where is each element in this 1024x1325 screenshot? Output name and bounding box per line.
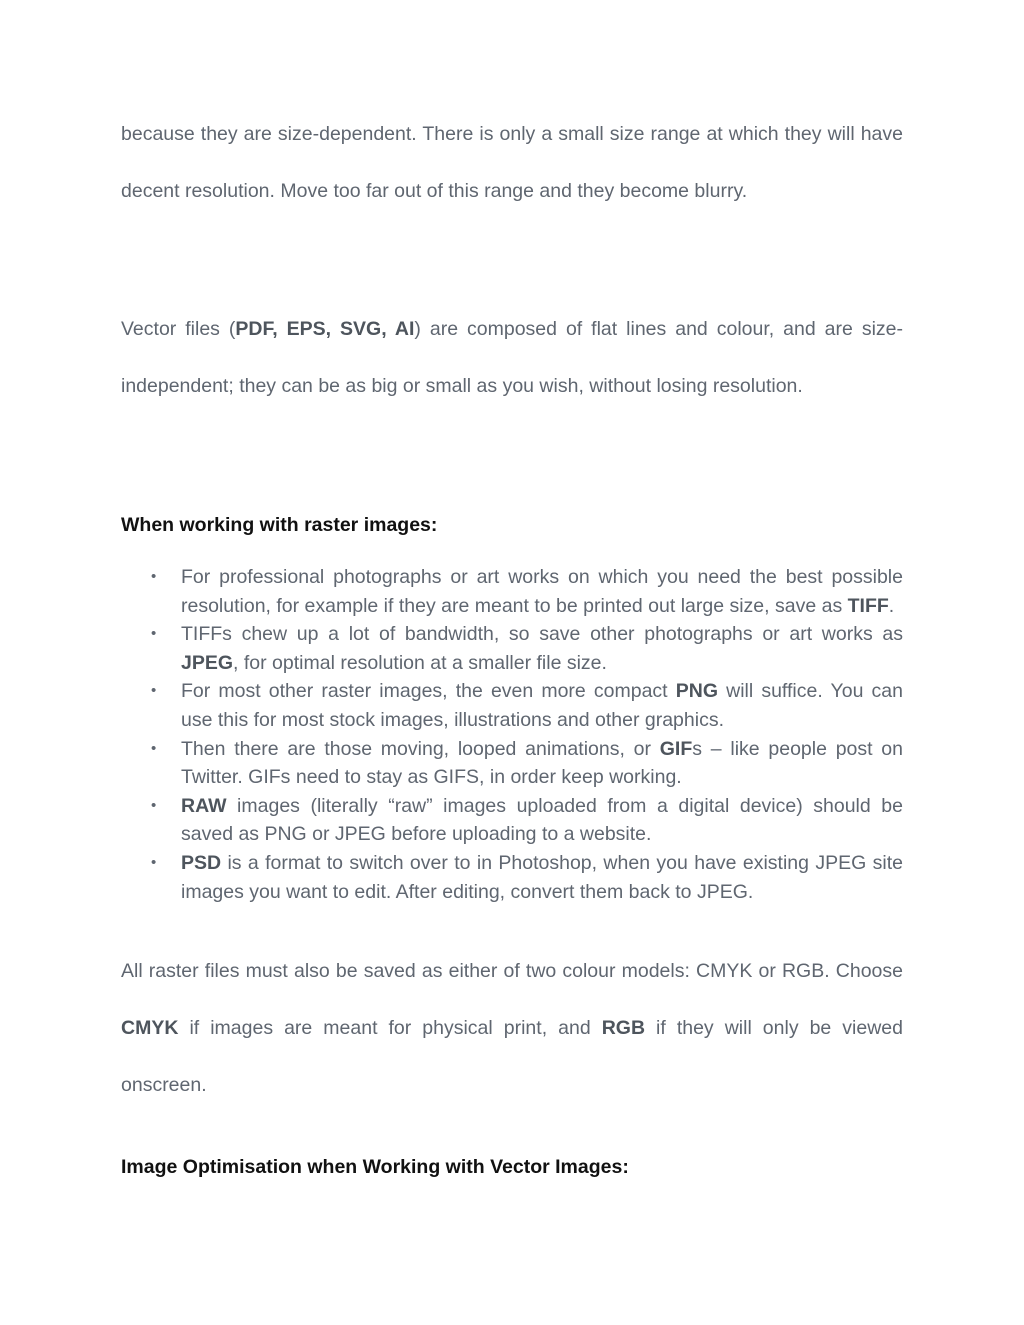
colour-part-1: All raster files must also be saved as either of two colour models: CMYK or RGB. Choose [121, 960, 903, 982]
paragraph-colour-models [121, 943, 903, 1114]
colour-part-2: if images are meant for physical print, and [178, 1017, 602, 1039]
bullet-dot-icon: • [151, 568, 157, 585]
vector-formats: PDF, EPS, SVG, AI [235, 318, 415, 340]
bullet-dot-icon: • [151, 739, 157, 757]
bullet-list [121, 563, 903, 906]
list-item-text: For professional photographs or art works on which you need the best possible resolution, for example if they are meant to be printed out large size, save as [181, 566, 903, 617]
list-item-text: s – like people post on Twitter. GIFs need to stay as GIFS, in order keep working. [181, 737, 903, 789]
bullet-dot-icon: • [151, 853, 157, 871]
bullet-dot-icon: • [151, 796, 157, 814]
paragraph-vector-files [121, 301, 903, 415]
bullet-dot-icon: • [151, 625, 157, 643]
bullet-dot-icon: • [151, 682, 157, 700]
list-item-format: GIF [659, 737, 693, 760]
vector-prefix: Vector files ( [121, 318, 236, 340]
list-item-text: will suffice. You can use this for most stock images, illustrations and other graphics. [181, 680, 903, 731]
heading-raster-images: When working with raster images: [121, 514, 438, 536]
list-item-format: PSD [181, 851, 222, 874]
colour-cmyk: CMYK [121, 1017, 179, 1039]
list-item-format: PNG [675, 680, 718, 703]
paragraph-raster-size [121, 106, 903, 220]
list-item-text: For most other raster images, the even more compact [181, 680, 676, 703]
list-item [121, 620, 903, 677]
list-item-text: . [888, 594, 895, 617]
list-item [121, 735, 903, 792]
list-item-text: TIFFs chew up a lot of bandwidth, so save other photographs or art works as [181, 623, 903, 646]
list-item-text: Then there are those moving, looped animations, or [181, 737, 660, 760]
list-item-text: images (literally “raw” images uploaded from a digital device) should be saved as PNG or JPEG before uploading to a website. [181, 794, 903, 846]
list-item [121, 563, 903, 620]
vector-suffix: ) are composed of flat lines and colour, and are size-independent; they can be as big or small as you wish, without losing resolution. [121, 318, 903, 397]
raster-tips-list [121, 563, 903, 906]
list-item-text: is a format to switch over to in Photoshop, when you have existing JPEG site images you want to edit. After editing, convert them back to JPEG. [181, 851, 903, 903]
list-item [121, 792, 903, 849]
heading-vector-images: Image Optimisation when Working with Vector Images: [121, 1156, 629, 1178]
list-item [121, 849, 903, 906]
list-item-format: JPEG [181, 651, 234, 674]
paragraph-raster-size-text: because they are size-dependent. There is only a small size range at which they will have decent resolution. Move too far out of this range and they become blurry. [121, 123, 903, 202]
list-item-format: TIFF [847, 594, 889, 617]
colour-rgb: RGB [601, 1017, 646, 1039]
list-item-format: RAW [181, 794, 227, 817]
list-item-text: , for optimal resolution at a smaller file size. [233, 651, 607, 674]
list-item [121, 677, 903, 734]
colour-part-3: if they will only be viewed onscreen. [121, 1017, 903, 1096]
